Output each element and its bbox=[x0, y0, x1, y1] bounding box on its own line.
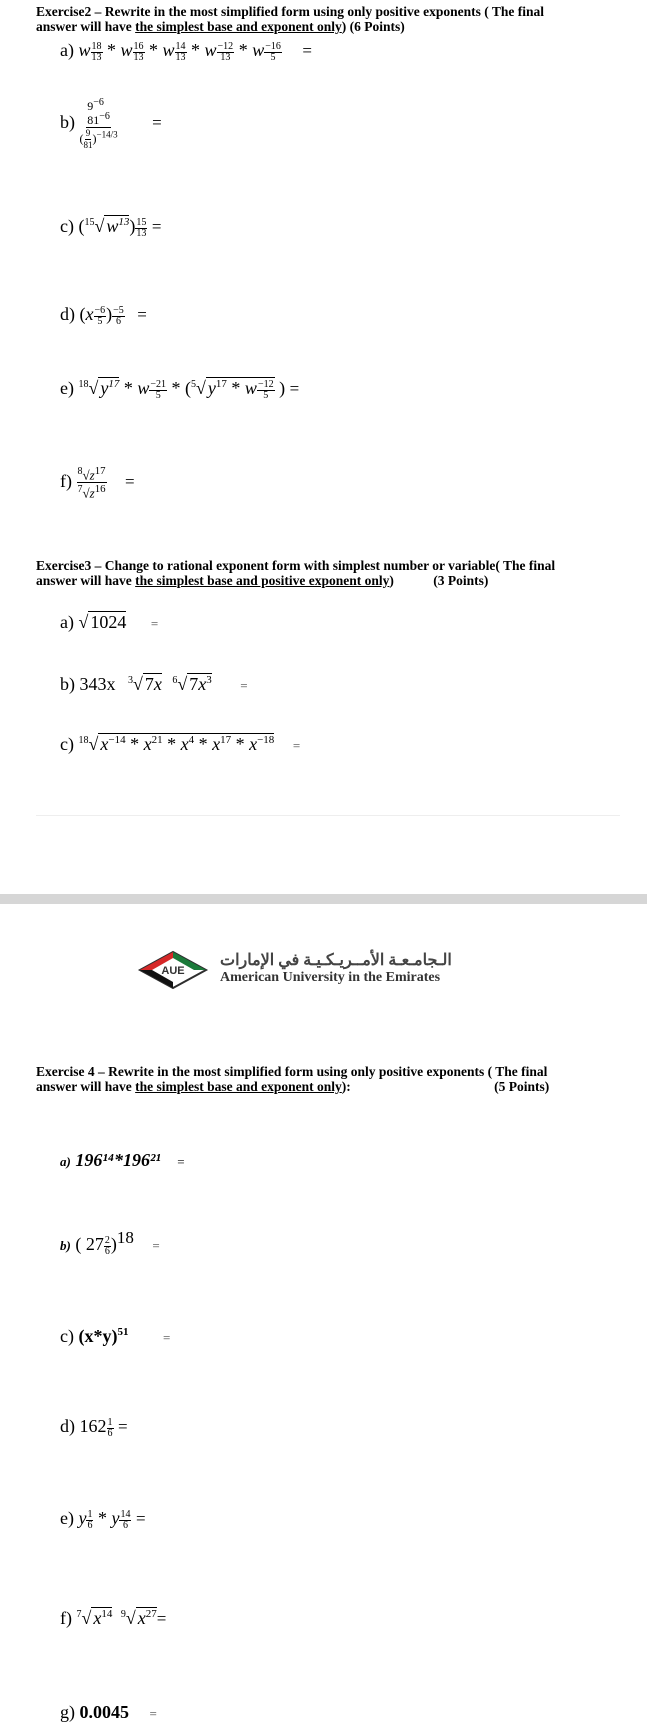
ex2-question-b: b) $9^{-6}$ $81^{-6}$ ( $\frac{9}{81}$ )$^{-14/3}$ = bbox=[60, 97, 162, 150]
ex2-question-f: f) $\frac{^8√z^{17}}{^7√z^{16}}$ = bbox=[60, 465, 135, 501]
ex4-question-b: b) ( 27 $\frac{2}{6}$ )18 = bbox=[60, 1228, 160, 1257]
ex4-question-c: c) $(x*y)^{51}$ = bbox=[60, 1326, 171, 1346]
ex4-question-e: e) y $\frac{1}{6}$ * y $\frac{14}{6}$ = bbox=[60, 1508, 146, 1531]
ex4-question-d: d) 162 $\frac{1}{6}$ = bbox=[60, 1416, 128, 1439]
ex4-question-a: a) 196¹⁴*196²¹ = bbox=[60, 1150, 185, 1170]
ex2-question-a: a) w $\frac{18}{13}$ * w $\frac{16}{13}$ * w $\frac{14}{13}$ * w $\frac{-12}{13}$ * w $\frac{-16}{5}$ = bbox=[60, 40, 312, 63]
ex2-question-c: c) ($^{15}$√ $w^{13}$) $\frac{15}{13}$ = bbox=[60, 216, 162, 239]
ex2-question-e: e) $^{18}$√ $y^{17}$ * w $\frac{-21}{5}$ * ($^5$√ $y^{17}$ * w $\frac{-12}{5}$ ) = bbox=[60, 378, 300, 401]
ex3-question-a: a) √ 1024 = bbox=[60, 612, 159, 632]
logo-english: American University in the Emirates bbox=[220, 970, 441, 985]
ex4-question-g: g) 0.0045 = bbox=[60, 1702, 157, 1722]
ex3-question-b: b) 343x $^3$√ 7x $^6$√ $7x^3$ = bbox=[60, 674, 248, 694]
ex3-question-c: c) $^{18}$√ $x^{-14} * x^{21} * x^4 * x^{17} * x^{-18}$ = bbox=[60, 734, 301, 754]
ex2-question-d: d) (x $\frac{-6}{5}$ ) $\frac{-5}{6}$ = bbox=[60, 304, 147, 327]
exercise4-title: Exercise 4 – Rewrite in the most simplified form using only positive exponents ( The final answer will have the simplest base and exponent only): (5 Points) bbox=[36, 1064, 550, 1094]
page-break bbox=[0, 894, 647, 904]
section-divider-thin bbox=[36, 815, 620, 816]
exercise3-title: Exercise3 – Change to rational exponent form with simplest number or variable( The final answer will have the simplest base and positive exponent only) (3 Points) bbox=[36, 558, 556, 588]
aue-logo bbox=[136, 948, 210, 992]
logo-arabic: الـجامـعـة الأمــريـكـيـة في الإمارات bbox=[220, 952, 452, 969]
svg-text:AUE: AUE bbox=[161, 965, 185, 977]
exercise2-title: Exercise2 – Rewrite in the most simplified form using only positive exponents ( The final answer will have the simplest base and exponent only) (6 Points) bbox=[36, 4, 544, 34]
ex4-question-f: f) $^7$√ $x^{14}$ $^9$√ $x^{27}=$ bbox=[60, 1608, 167, 1628]
